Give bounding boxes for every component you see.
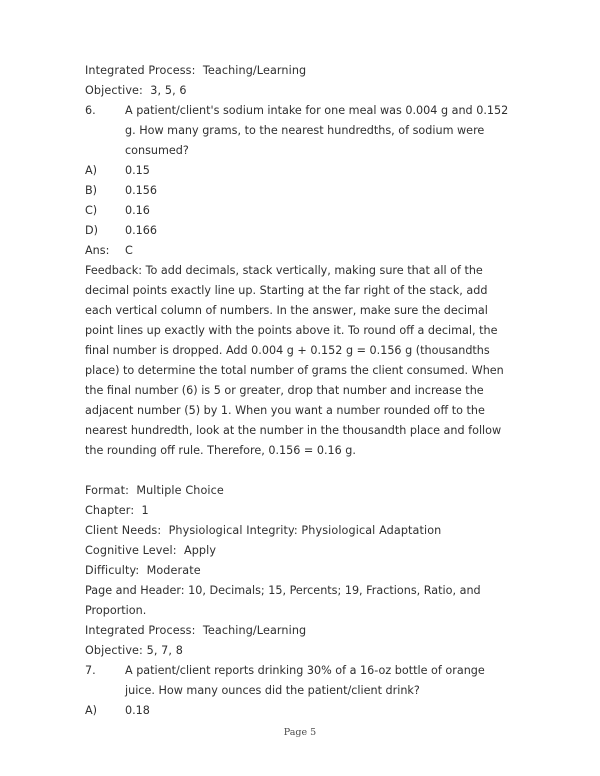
option-c-value: 0.16 bbox=[125, 204, 150, 217]
question-7-stem: A patient/client reports drinking 30% of a 16-oz bottle of orange juice. How many ounces did the patient/client drink? bbox=[125, 664, 485, 697]
q7-option-a-label: A) bbox=[85, 704, 98, 717]
section-spacer bbox=[85, 461, 510, 481]
answer-label: Ans: bbox=[85, 244, 110, 257]
meta-integrated-process-top: Integrated Process: Teaching/Learning bbox=[85, 64, 307, 77]
option-a-label: A) bbox=[85, 164, 98, 177]
question-6-number: 6. bbox=[85, 104, 96, 117]
answer-value: C bbox=[125, 244, 133, 257]
option-b-label: B) bbox=[85, 184, 98, 197]
meta-difficulty: Difficulty: Moderate bbox=[85, 564, 201, 577]
option-d-value: 0.166 bbox=[125, 224, 158, 237]
page-footer: Page 5 bbox=[283, 727, 317, 738]
meta-integrated-process: Integrated Process: Teaching/Learning bbox=[85, 624, 307, 637]
q7-option-a-value: 0.18 bbox=[125, 704, 150, 717]
meta-page-and-header: Page and Header: 10, Decimals; 15, Percents; 19, Fractions, Ratio, and Proportion. bbox=[85, 584, 481, 617]
option-b-value: 0.156 bbox=[125, 184, 158, 197]
page-content bbox=[85, 61, 510, 721]
question-7 bbox=[85, 661, 510, 701]
question-6-stem: A patient/client's sodium intake for one meal was 0.004 g and 0.152 g. How many grams, to the nearest hundredths, of sodium were consumed? bbox=[125, 104, 509, 157]
option-c-label: C) bbox=[85, 204, 98, 217]
question-6-option-b[interactable] bbox=[85, 181, 510, 201]
option-d-label: D) bbox=[85, 224, 98, 237]
meta-chapter: Chapter: 1 bbox=[85, 504, 149, 517]
question-6-option-d[interactable] bbox=[85, 221, 510, 241]
meta-format: Format: Multiple Choice bbox=[85, 484, 224, 497]
meta-cognitive-level: Cognitive Level: Apply bbox=[85, 544, 217, 557]
meta-objective: Objective: 5, 7, 8 bbox=[85, 644, 183, 657]
meta-objective-top: Objective: 3, 5, 6 bbox=[85, 84, 187, 97]
question-7-number: 7. bbox=[85, 664, 96, 677]
question-6 bbox=[85, 101, 510, 161]
question-6-option-a[interactable] bbox=[85, 161, 510, 181]
question-6-feedback: Feedback: To add decimals, stack vertically, making sure that all of the decimal points exactly line up. Starting at the far right of the stack, add each vertical column of numbers. In the answer, make sure the decimal point lines up exactly with the points above it. To round off a decimal, the final number is dropped. Add 0.004 g + 0.152 g = 0.156 g (thousandths place) to determine the total number of grams the client consumed. When the final number (6) is 5 or greater, drop that number and increase the adjacent number (5) by 1. When you want a number rounded off to the nearest hundredth, look at the number in the thousandth place and follow the rounding off rule. Therefore, 0.156 = 0.16 g. bbox=[85, 264, 504, 457]
question-6-option-c[interactable] bbox=[85, 201, 510, 221]
question-6-answer bbox=[85, 241, 510, 261]
meta-client-needs: Client Needs: Physiological Integrity: Physiological Adaptation bbox=[85, 524, 442, 537]
option-a-value: 0.15 bbox=[125, 164, 150, 177]
question-7-option-a[interactable] bbox=[85, 701, 510, 721]
